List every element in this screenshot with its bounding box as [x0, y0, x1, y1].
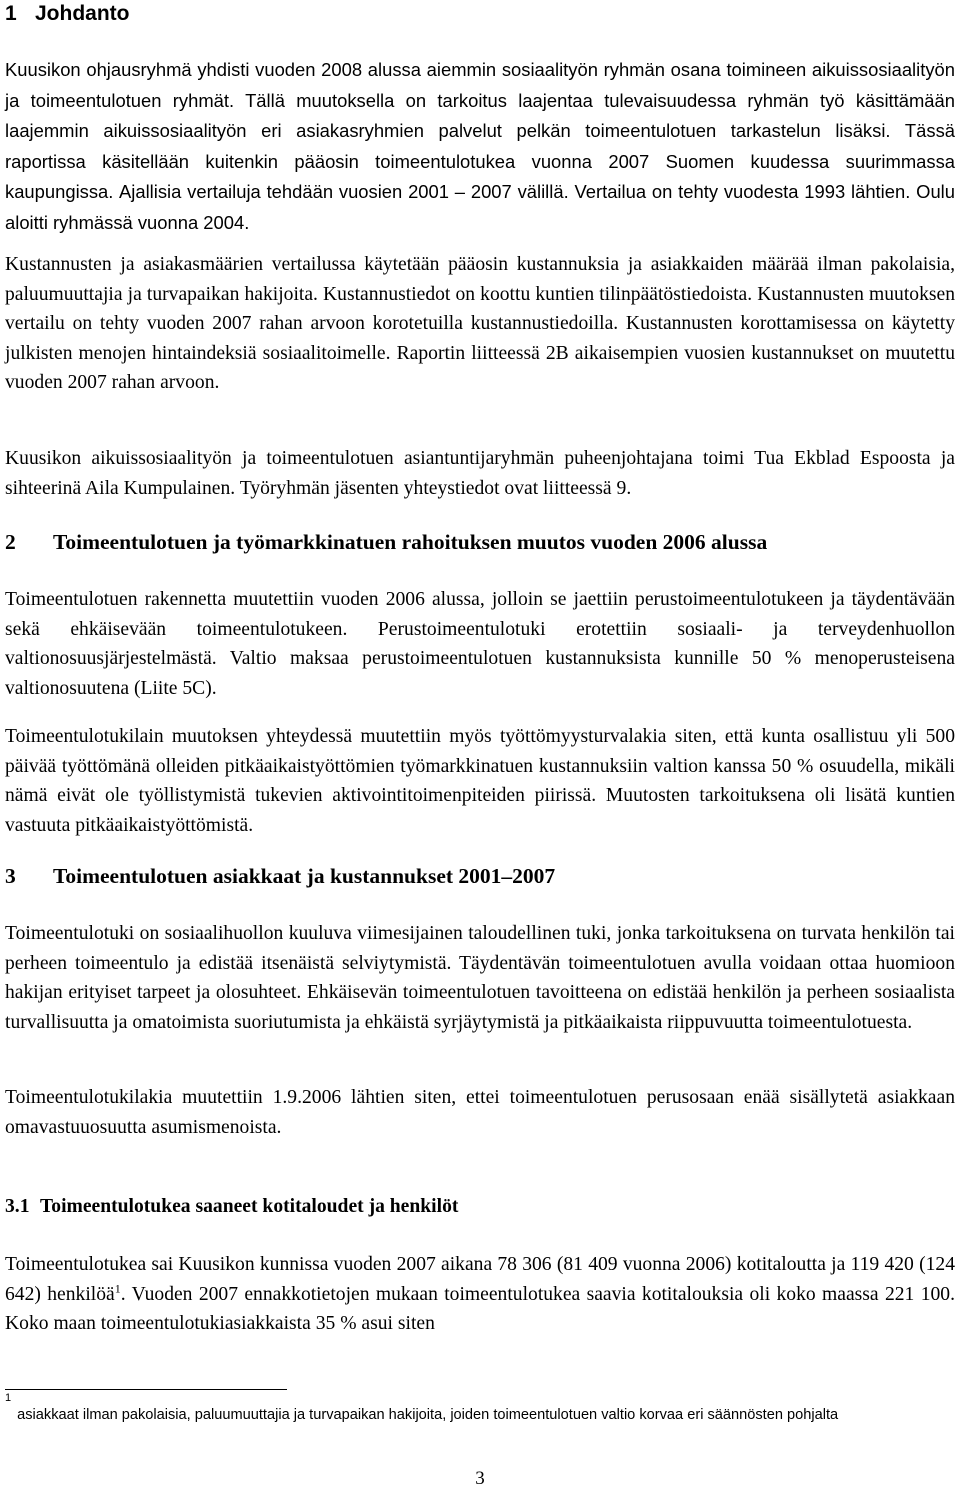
section-heading-3 — [5, 862, 555, 890]
households-text-a: Toimeentulotukea sai Kuusikon kunnissa vuoden 2007 aikana 78 306 (81 409 vuonna 2006) kotitaloutta ja 119 420 (124 642) henkilöä — [5, 1254, 955, 1305]
section-heading-2 — [5, 528, 767, 556]
costs-paragraph: Kustannusten ja asiakasmäärien vertailussa käytetään pääosin kustannuksia ja asiakkaiden määrää ilman pakolaisia, paluumuuttajia ja turvapaikan hakijoita. Kustannustiedot on koottu kuntien tilinpäätöstiedoista. Kustannusten muutoksen vertailu on tehty vuoden 2007 rahan arvoon korotetuilla kustannustiedoilla. Kustannusten korottamisessa on käytetty julkisten menojen hintaindeksiä sosiaalitoimelle. Raportin liitteessä 2B aikaisempien vuosien kustannukset on muutettu vuoden 2007 rahan arvoon. — [5, 254, 955, 393]
section-number: 1 — [5, 2, 17, 25]
section-number: 2 — [5, 530, 16, 554]
subsection-number: 3.1 — [5, 1196, 30, 1217]
footnote — [5, 1392, 950, 1427]
intro-text-c: Ajallisia vertailuja tehdään vuosien 2001 – 2007 välillä. Vertailua on tehty vuodesta 1993 lähtien. Oulu aloitti ryhmässä vuonna 2004. — [5, 181, 955, 233]
subsection-title: Toimeentulotukea saaneet kotitaloudet ja henkilöt — [40, 1196, 459, 1217]
working-group-paragraph: Kuusikon aikuissosiaalityön ja toimeentulotuen asiantuntijaryhmän puheenjohtajana toimi Tua Ekblad Espoosta ja sihteerinä Aila Kumpulainen. Työryhmän jäsenten yhteystiedot ovat liitteessä 9. — [5, 448, 955, 499]
intro-text-b: Tässä raportissa käsitellään kuitenkin pääosin toimeentulotukea vuonna 2007 Suomen kuudessa suurimmassa kaupungissa. — [5, 120, 955, 202]
intro-paragraph — [5, 55, 955, 238]
section-title: Toimeentulotuen ja työmarkkinatuen rahoituksen muutos vuoden 2006 alussa — [53, 530, 768, 554]
funding-change-paragraph: Toimeentulotuen rakennetta muutettiin vuoden 2006 alussa, jolloin se jaettiin perustoimeentulotukeen ja täydentävään sekä ehkäisevään toimeentulotukeen. Perustoimeentulotuki erotettiin sosiaali- ja terveydenhuollon valtionosuusjärjestelmästä. Valtio maksaa perustoimeentulotuen kustannuksista kunnille 50 % menoperusteisena valtionosuutena (Liite 5C). — [5, 589, 955, 699]
footnote-ref: 1 — [114, 1280, 121, 1295]
page-number: 3 — [475, 1468, 485, 1489]
subsection-heading-3-1 — [5, 1193, 458, 1221]
footnote-divider — [5, 1389, 287, 1390]
section-title: Johdanto — [35, 2, 130, 25]
labour-market-paragraph: Toimeentulotukilain muutoksen yhteydessä muutettiin myös työttömyysturvalakia siten, että kunta osallistuu yli 500 päivää työttömänä olleiden pitkäaikaistyöttömien työmarkkinatuen kustannuksiin valtion kanssa 50 % osuudella, mikäli nämä eivät ole työllistymistä tukevien aktivointitoimenpiteiden piirissä. Muutosten tarkoituksena oli lisätä kuntien vastuuta pitkäaikaistyöttömistä. — [5, 726, 955, 836]
section-title: Toimeentulotuen asiakkaat ja kustannukset 2001‒2007 — [53, 864, 556, 888]
section-heading-1 — [5, 0, 130, 28]
footnote-text: asiakkaat ilman pakolaisia, paluumuuttajia ja turvapaikan hakijoita, joiden toimeentulotuen valtio korvaa eri säännösten pohjalta — [17, 1407, 839, 1423]
footnote-mark: 1 — [5, 1392, 12, 1404]
households-text-b: . Vuoden 2007 ennakkotietojen mukaan toimeentulotukea saavia kotitalouksia oli koko maassa 221 100. Koko maan toimeentulotukiasiakkaista 35 % asui siten — [5, 1283, 955, 1334]
households-paragraph — [5, 1250, 955, 1339]
income-support-paragraph: Toimeentulotuki on sosiaalihuollon kuuluva viimesijainen taloudellinen tuki, jonka tarkoituksena on turvata henkilön tai perheen toimeentulo ja edistää itsenäistä selviytymistä. Täydentävän toimeentulotuen avulla voidaan ottaa huomioon hakijan erityiset tarpeet ja olosuhteet. Ehkäisevän toimeentulotuen tavoitteena on edistää henkilön ja perheen sosiaalista turvallisuutta ja omatoimista suoriutumista ja ehkäistä syrjäytymistä ja pitkäaikaista riippuvuutta toimeentulotuesta. — [5, 923, 955, 1033]
law-change-paragraph: Toimeentulotukilakia muutettiin 1.9.2006 lähtien siten, ettei toimeentulotuen perusosaan enää sisällytetä asiakkaan omavastuuosuutta asumismenoista. — [5, 1087, 955, 1138]
section-number: 3 — [5, 864, 16, 888]
intro-text-a: Kuusikon ohjausryhmä yhdisti vuoden 2008 alussa aiemmin sosiaalityön ryhmän osana toimineen aikuissosiaalityön ja toimeentulotuen ryhmät. Tällä muutoksella on tarkoitus laajentaa tulevaisuudessa ryhmän työ käsittämään laajemmin aikuissosiaalityön eri asiakasryhmien palvelut pelkän toimeentulotuen tarkastelun lisäksi. — [5, 59, 955, 141]
